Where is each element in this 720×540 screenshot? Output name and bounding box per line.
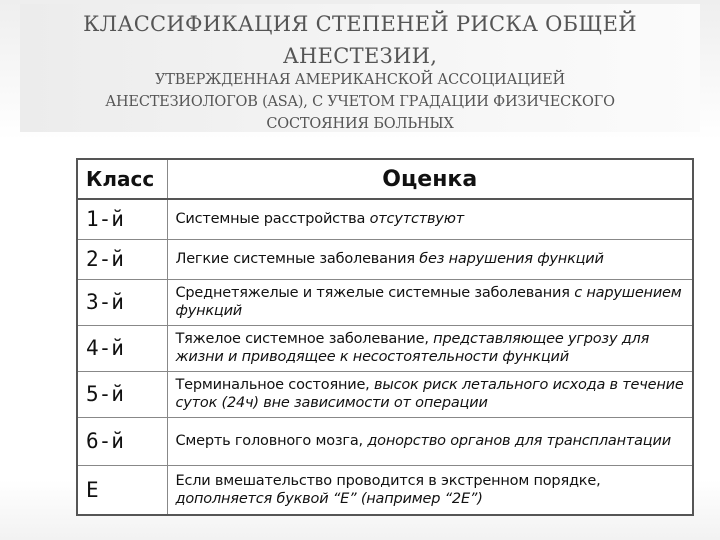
class-cell: 3-й	[77, 279, 167, 325]
title-line-2: АНЕСТЕЗИИ,	[282, 44, 438, 68]
class-cell: 6-й	[77, 417, 167, 465]
evaluation-italic: дополняется буквой “Е” (например “2Е”)	[175, 490, 483, 507]
evaluation-text: Среднетяжелые и тяжелые системные заболевания	[175, 285, 575, 301]
evaluation-cell	[167, 417, 693, 465]
asa-classification-table	[76, 158, 694, 516]
evaluation-italic: донорство органов для трансплантации	[367, 433, 671, 449]
table-row	[77, 199, 693, 239]
class-cell: 1-й	[77, 199, 167, 239]
table-row	[77, 465, 693, 515]
class-cell: Е	[77, 465, 167, 515]
header-evaluation: Оценка	[167, 159, 693, 199]
table-row	[77, 279, 693, 325]
class-cell: 5-й	[77, 371, 167, 417]
evaluation-text: Легкие системные заболевания	[175, 251, 420, 267]
evaluation-italic: с нарушением функций	[175, 285, 682, 319]
table-row	[77, 417, 693, 465]
evaluation-text: Системные расстройства	[175, 211, 370, 228]
table-header-row	[77, 159, 693, 199]
header-class: Класс	[77, 159, 167, 199]
evaluation-cell	[167, 465, 693, 515]
class-cell: 2-й	[77, 239, 167, 279]
evaluation-text: Тяжелое системное заболевание,	[175, 331, 434, 347]
subtitle-line-3: СОСТОЯНИЯ БОЛЬНЫХ	[266, 116, 454, 132]
subtitle-line-1: УТВЕРЖДЕННАЯ АМЕРИКАНСКОЙ АССОЦИАЦИЕЙ	[155, 72, 565, 88]
evaluation-cell	[167, 325, 693, 371]
class-cell: 4-й	[77, 325, 167, 371]
evaluation-cell	[167, 371, 693, 417]
subtitle-line-2: АНЕСТЕЗИОЛОГОВ (ASA), С УЧЕТОМ ГРАДАЦИИ ФИЗИЧЕСКОГО	[105, 94, 615, 110]
evaluation-italic: отсутствуют	[369, 211, 464, 228]
evaluation-text: Терминальное состояние,	[175, 377, 375, 393]
evaluation-italic: высок риск летального исхода в течение суток (24ч) вне зависимости от операции	[175, 377, 684, 411]
table-row	[77, 371, 693, 417]
evaluation-italic: без нарушения функций	[419, 251, 604, 267]
evaluation-cell	[167, 279, 693, 325]
evaluation-text: Если вмешательство проводится в экстренном порядке,	[175, 472, 601, 489]
title-block	[20, 4, 700, 132]
evaluation-cell	[167, 199, 693, 239]
evaluation-cell	[167, 239, 693, 279]
table-row	[77, 325, 693, 371]
evaluation-text: Смерть головного мозга,	[175, 433, 368, 449]
evaluation-italic: представляющее угрозу для жизни и приводящее к несостоятельности функций	[175, 331, 650, 365]
table-row	[77, 239, 693, 279]
title-line-1: КЛАССИФИКАЦИЯ СТЕПЕНЕЙ РИСКА ОБЩЕЙ	[83, 12, 637, 36]
